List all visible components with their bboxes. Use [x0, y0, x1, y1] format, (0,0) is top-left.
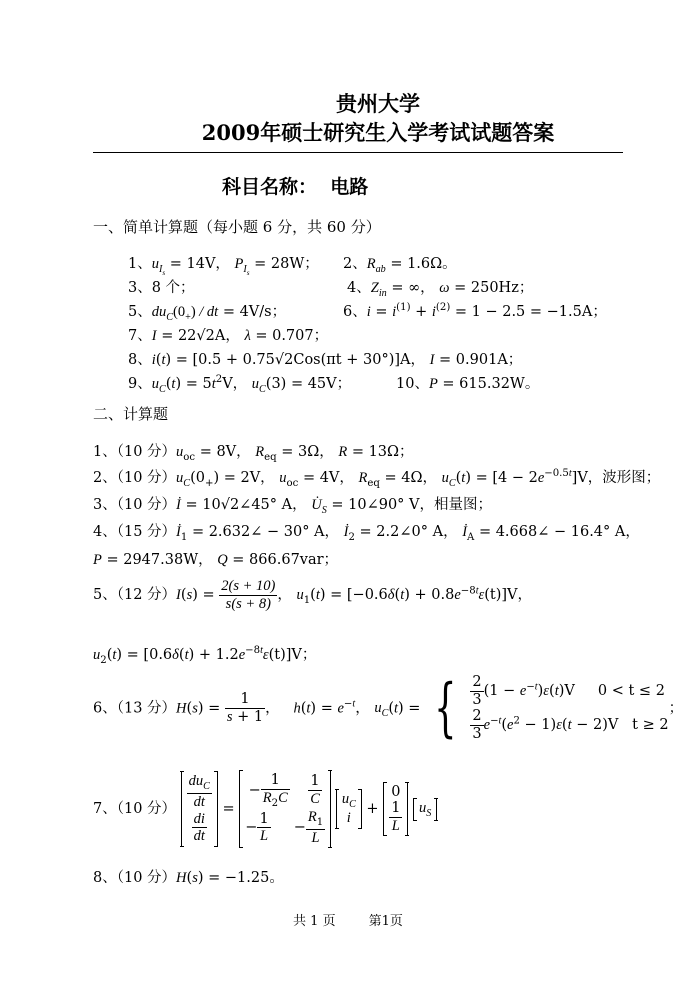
s2-q3: 3、（10 分）İ = 10√2∠45° A， $U̇_S$ = 10∠90° V，相量图； — [93, 497, 493, 516]
subject-line — [222, 172, 368, 199]
footer-total-pages: 共 1 页 — [293, 914, 336, 929]
s1-item-6: 6、$i = i^{(1)} + i^{(2)} = 1 - 2.5 = -1.5A$； — [343, 302, 607, 320]
s2-q2: 2、（10 分）$u_C(0_+) = 2V$， $u_{oc} = 4V$， $R_{eq} = 4\Omega$， $u_C(t) = [4 - 2e^{-0.5t}]V$，波形图； — [93, 468, 661, 489]
s2-q6: 6、（13 分）H(s) = $\frac{1}{s + 1}$ ， $h(t) = e^{-t}$， $u_C(t)$ = { $\frac{2}{3}$ $(1 - e^{-t})\varepsilon(t)V$ 0 < t ≤ 2 $\frac{2}{3}$ $e^{-t}(e^2 - 1)\varepsilon(t - 2)V$ t ≥ 2 ； — [93, 671, 684, 746]
exam-title: 2009年硕士研究生入学考试试题答案 — [201, 120, 555, 145]
s1-item-4: 4、$Z_{in}$ = ∞， ω = 250Hz； — [347, 280, 534, 299]
s2-q1: 1、（10 分）$u_{oc} = 8V$， $R_{eq} = 3\Omega$， R = 13Ω； — [93, 444, 414, 463]
s2-q5: 5、（12 分）I(s) = $\frac{2(s + 10)}{s(s + 8)}$ ， $u_1(t) = [-0.6\delta(t) + 0.8e^{-8t}\varepsilon(t)]V$， — [93, 578, 533, 612]
s2-q4-power: P = 2947.38W， Q = 866.67var； — [93, 552, 339, 568]
section1-heading: 一、简单计算题（每小题 6 分，共 60 分） — [93, 218, 381, 236]
s1-item-8: 8、i(t) = [0.5 + 0.75√2Cos(πt + 30°)]A， I = 0.901A； — [128, 352, 523, 368]
university-title: 贵州大学 — [336, 91, 420, 116]
page-footer — [0, 910, 696, 929]
s1-item-1: 1、$u_{I_s} = 14V$， $P_{I_s} = 28W$； — [128, 256, 319, 277]
footer-page-number: 第1页 — [368, 914, 403, 929]
s1-item-10: 10、P = 615.32W。 — [396, 376, 540, 392]
s1-item-5: 5、$du_C(0_+)$ / dt = 4V/s； — [128, 304, 287, 323]
s2-q4: 4、（15 分）$İ_1$ = 2.632∠ − 30° A， $İ_2$ = 2.2∠0° A， $İ_A$ = 4.668∠ − 16.4° A， — [93, 524, 640, 543]
s1-item-3: 3、8 个； — [128, 280, 195, 296]
s1-item-7: 7、I = 22√2A， λ = 0.707； — [128, 328, 329, 344]
s1-item-2: 2、$R_{ab} = 1.6\Omega$。 — [343, 256, 457, 275]
title-divider — [93, 152, 623, 153]
s2-q7: 7、（10 分） $\frac{du_C}{dt}$ $\frac{di}{dt}$ = − $\frac{1}{R_2C}$ $\frac{1}{C}$ − $\frac{1}{L}$ − $\frac{R_1}{L}$ $u_C$ i + 0 $\frac{1}{L}$ $u_S$ — [93, 770, 437, 848]
s2-q5-u2: $u_2(t) = [0.6\delta(t) + 1.2e^{-8t}\varepsilon(t)]V$； — [93, 645, 317, 666]
s2-q8: 8、（10 分）H(s) = −1.25。 — [93, 870, 284, 886]
s1-item-9: 9、$u_C(t) = 5t^2V$， $u_C(3) = 45V$； — [128, 374, 352, 395]
subject-name: 电路 — [330, 176, 369, 198]
section2-heading: 二、计算题 — [93, 405, 169, 423]
subject-label: 科目名称： — [222, 176, 318, 198]
